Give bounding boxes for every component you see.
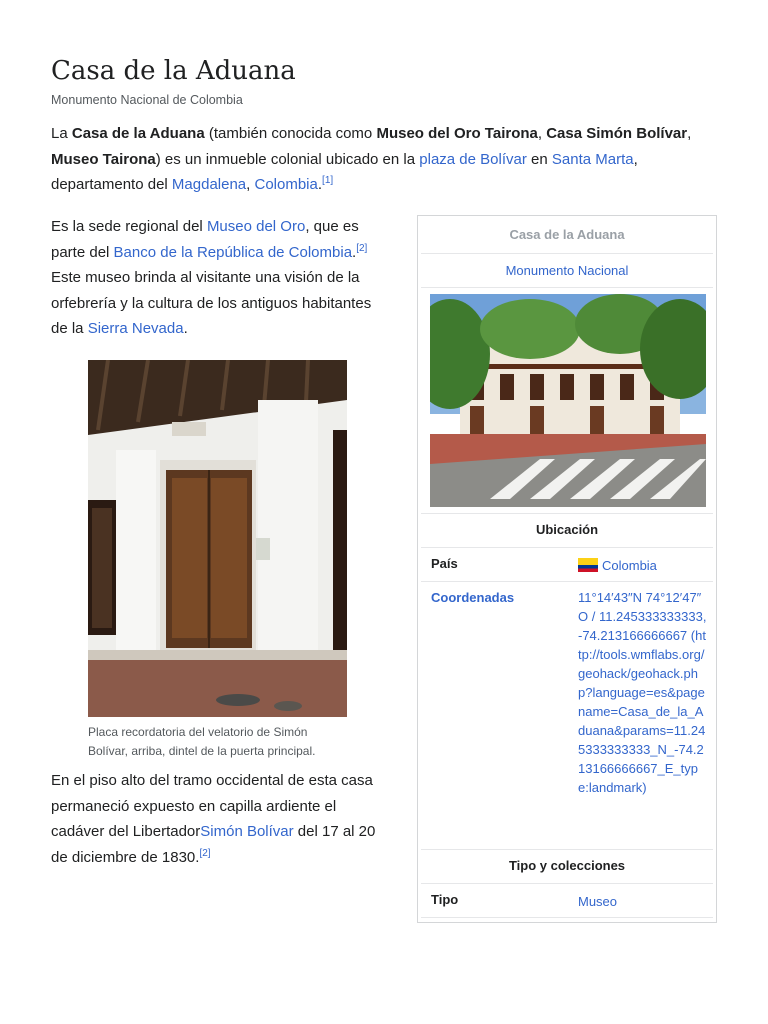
link-monumento-nacional[interactable]: Monumento Nacional [505,263,629,278]
paragraph-text: Este museo brinda al visitante una visión de la orfebrería y la cultura de los antiguos habitantes de la [51,269,372,337]
reference-link[interactable]: [2] [199,847,211,859]
paragraph-text: del 17 al 20 de diciembre de 1830. [51,823,376,866]
intro-text: , [537,125,547,142]
body-paragraph [51,768,391,870]
infobox [417,215,717,923]
link-banco-de-la-republica[interactable]: Banco de la República de Colombia [113,243,353,261]
link-santa-marta[interactable]: Santa Marta [551,150,634,168]
infobox-row-tipo [421,884,713,918]
link-plaza-de-bolivar[interactable]: plaza de Bolívar [419,150,527,168]
infobox-divider [421,513,713,514]
infobox-label-tipo: Tipo [431,892,459,907]
intro-bold-name: Museo Tairona [51,150,156,168]
page-subtitle: Monumento Nacional de Colombia [51,93,243,107]
link-museo-del-oro[interactable]: Museo del Oro [206,218,306,235]
infobox-row-pais [421,548,713,582]
paragraph-text: . [352,243,357,261]
link-magdalena[interactable]: Magdalena [171,176,247,193]
infobox-title: Casa de la Aduana [421,216,713,254]
door-photo-caption: Placa recordatoria del velatorio de Simón Bolívar, arriba, dintel de la puerta principal. [88,725,316,758]
coordinates-link[interactable]: 11°14′43″N 74°12′47″O / 11.245333333333, -74.213166666667 (http://tools.wmflabs.org/geohack/geohack.php?language=es&pagename=Casa_de_la_Aduana&params=11.245333333333_N_-74.213166666667_E_type:landmark) [578,590,707,795]
paragraph-text: En el piso alto del tramo occidental de esta casa permaneció expuesto en capilla ardiente el cadáver del Libertador [51,772,373,840]
link-simon-bolivar[interactable]: Simón Bolívar [200,823,294,840]
intro-bold-name: Casa Simón Bolívar [546,125,688,142]
intro-text: , [246,176,255,193]
infobox-section-tipo: Tipo y colecciones [421,850,713,884]
paragraph-text: . [183,320,188,337]
intro-text: (también conocida como [204,125,377,142]
paragraph-text: Es la sede regional del [51,218,207,235]
infobox-section-ubicacion: Ubicación [421,515,713,548]
reference-link[interactable]: [2] [356,242,368,254]
intro-bold-name: Casa de la Aduana [71,125,205,142]
intro-text: . [317,176,323,193]
link-sierra-nevada[interactable]: Sierra Nevada [87,320,184,337]
building-photo[interactable] [430,294,706,507]
page-title: Casa de la Aduana [51,56,296,86]
infobox-subtitle-row [421,254,713,288]
link-colombia[interactable]: Colombia [254,176,318,193]
link-pais-colombia[interactable]: Colombia [602,558,657,573]
paragraph-text: , que es parte del [51,218,359,261]
infobox-value-pais [578,556,708,575]
intro-text: ) es un inmueble colonial ubicado en la [155,150,420,168]
intro-text: , [687,125,692,142]
intro-paragraph [51,121,731,198]
intro-text: en [526,150,552,168]
door-figure [88,360,348,761]
infobox-row-coordenadas [421,582,713,850]
intro-bold-name: Museo del Oro Tairona [376,125,538,142]
door-photo[interactable] [88,360,347,717]
infobox-label-pais: País [431,556,458,571]
reference-link[interactable]: [1] [322,175,334,186]
body-paragraph [51,214,391,342]
link-museo[interactable]: Museo [578,894,618,909]
intro-text: , departamento del [51,150,638,193]
infobox-label-coordenadas[interactable]: Coordenadas [431,590,515,605]
colombia-flag-icon [578,558,598,572]
intro-text: La [51,125,72,142]
